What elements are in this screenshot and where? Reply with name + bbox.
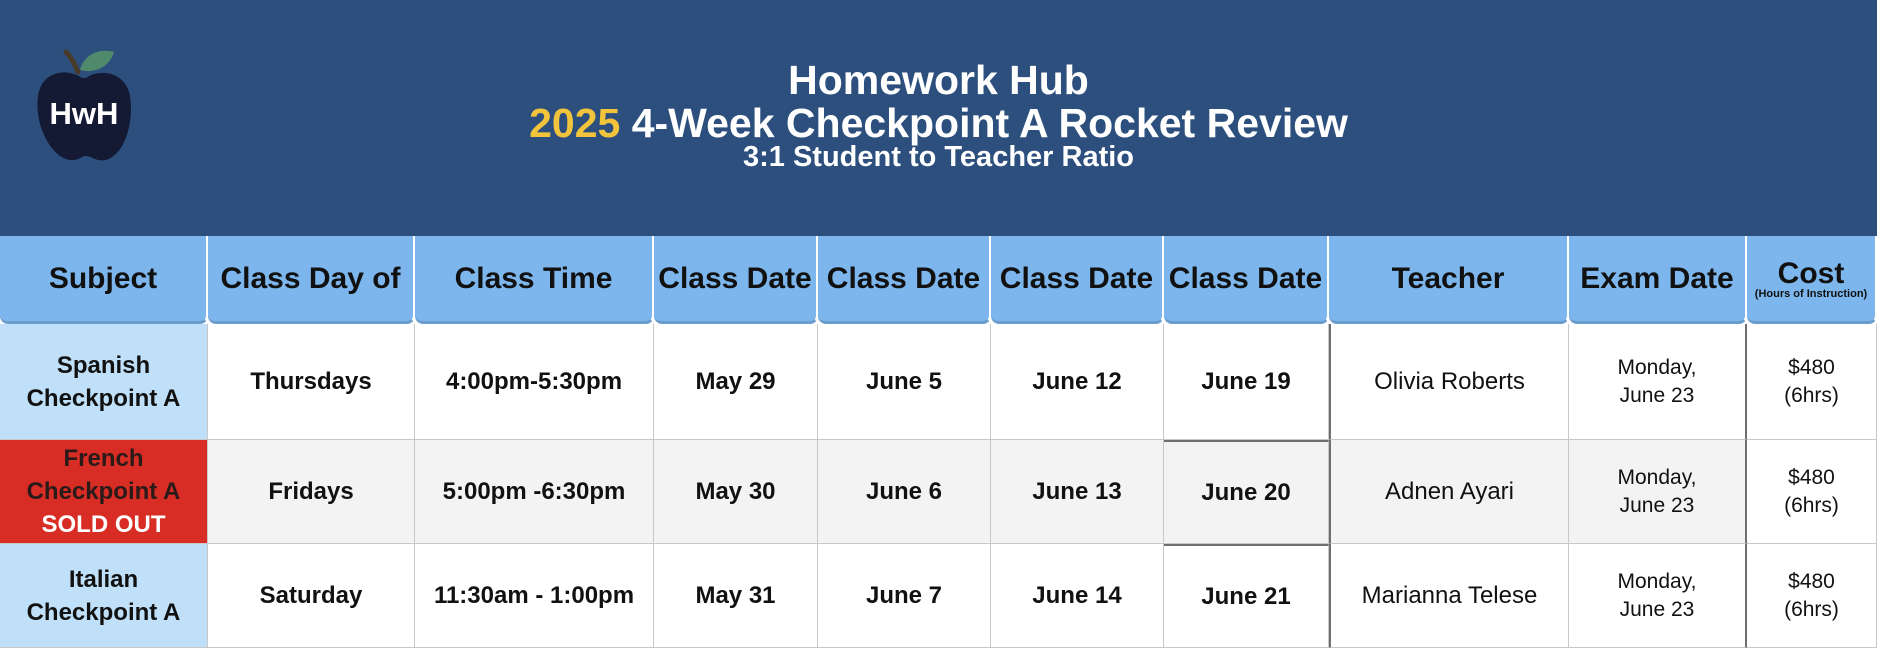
col-header-class-time: Class Time xyxy=(415,236,654,324)
cost-cell xyxy=(1747,544,1877,648)
subject-level: Checkpoint A xyxy=(26,478,181,505)
cost-hours: (6hrs) xyxy=(1784,597,1839,621)
cost-amount: $480 xyxy=(1788,569,1835,593)
teacher-cell: Marianna Telese xyxy=(1329,544,1569,648)
class-date-cell: June 20 xyxy=(1164,440,1329,544)
subject-level: Checkpoint A xyxy=(26,598,181,626)
cost-header-label: Cost xyxy=(1777,256,1845,290)
subject-name: French xyxy=(63,445,144,472)
exam-date: June 23 xyxy=(1619,383,1695,407)
class-date-cell: June 21 xyxy=(1164,544,1329,648)
exam-date-cell xyxy=(1569,440,1747,544)
cost-amount: $480 xyxy=(1788,355,1835,379)
col-header-class-date-2: Class Date xyxy=(818,236,991,324)
teacher-cell: Olivia Roberts xyxy=(1329,324,1569,440)
cost-header-note: (Hours of Instruction) xyxy=(1754,287,1868,300)
table-row-subject xyxy=(0,440,208,544)
col-header-teacher: Teacher xyxy=(1329,236,1569,324)
schedule-table xyxy=(0,236,1877,648)
subtitle-rest: 4-Week Checkpoint A Rocket Review xyxy=(620,100,1348,146)
cost-cell xyxy=(1747,440,1877,544)
subtitle-year: 2025 xyxy=(529,100,621,146)
class-date-cell: June 6 xyxy=(818,440,991,544)
table-row-subject xyxy=(0,544,208,648)
sold-out-badge: SOLD OUT xyxy=(41,511,166,538)
class-day-cell: Fridays xyxy=(208,440,415,544)
class-date-cell: May 31 xyxy=(654,544,818,648)
subject-name: Italian xyxy=(68,565,139,593)
exam-date-cell xyxy=(1569,324,1747,440)
exam-date-cell xyxy=(1569,544,1747,648)
exam-day: Monday, xyxy=(1617,569,1697,593)
header-banner xyxy=(0,0,1877,238)
col-header-class-date-1: Class Date xyxy=(654,236,818,324)
col-header-subject: Subject xyxy=(0,236,208,324)
class-date-cell: June 19 xyxy=(1164,324,1329,440)
class-date-cell: June 14 xyxy=(991,544,1164,648)
ratio-line: 3:1 Student to Teacher Ratio xyxy=(742,141,1135,173)
class-time-cell: 5:00pm -6:30pm xyxy=(415,440,654,544)
subject-level: Checkpoint A xyxy=(26,384,181,412)
col-header-class-date-4: Class Date xyxy=(1164,236,1329,324)
class-date-cell: May 29 xyxy=(654,324,818,440)
table-row-subject xyxy=(0,324,208,440)
class-time-cell: 11:30am - 1:00pm xyxy=(415,544,654,648)
exam-date: June 23 xyxy=(1619,493,1695,517)
cost-cell xyxy=(1747,324,1877,440)
class-date-cell: June 7 xyxy=(818,544,991,648)
col-header-exam-date: Exam Date xyxy=(1569,236,1747,324)
class-date-cell: June 13 xyxy=(991,440,1164,544)
subject-name: Spanish xyxy=(56,351,151,379)
exam-date: June 23 xyxy=(1619,597,1695,621)
page-title: Homework Hub xyxy=(788,57,1089,103)
class-day-cell: Saturday xyxy=(208,544,415,648)
cost-hours: (6hrs) xyxy=(1784,493,1839,517)
exam-day: Monday, xyxy=(1617,465,1697,489)
class-date-cell: June 5 xyxy=(818,324,991,440)
class-time-cell: 4:00pm-5:30pm xyxy=(415,324,654,440)
class-date-cell: May 30 xyxy=(654,440,818,544)
col-header-cost xyxy=(1747,236,1877,324)
cost-hours: (6hrs) xyxy=(1784,383,1839,407)
cost-amount: $480 xyxy=(1788,465,1835,489)
col-header-class-date-3: Class Date xyxy=(991,236,1164,324)
col-header-class-day: Class Day of xyxy=(208,236,415,324)
teacher-cell: Adnen Ayari xyxy=(1329,440,1569,544)
page-subtitle xyxy=(0,102,1877,144)
class-date-cell: June 12 xyxy=(991,324,1164,440)
title-block xyxy=(0,58,1877,172)
logo-text: HwH xyxy=(49,96,119,131)
exam-day: Monday, xyxy=(1617,355,1697,379)
class-day-cell: Thursdays xyxy=(208,324,415,440)
